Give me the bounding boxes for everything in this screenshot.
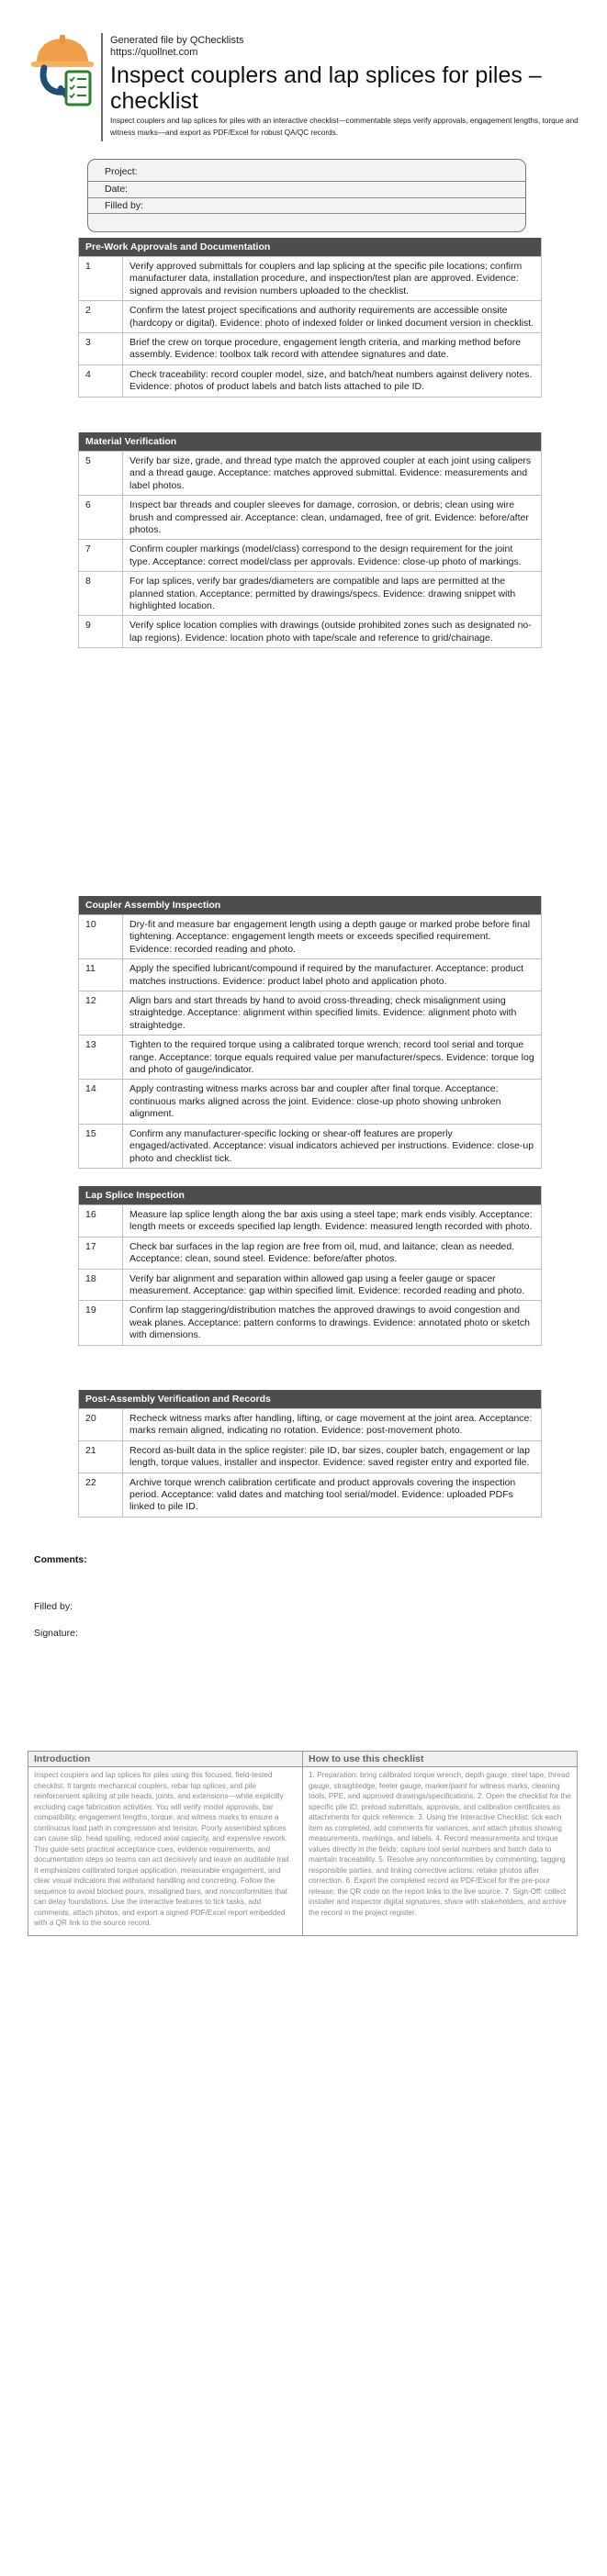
project-field[interactable]: Project: — [88, 160, 525, 182]
item-text: Verify splice location complies with drawings (outside prohibited zones such as designated no-lap regions). Evidence: location photo with tape/scale and reference to grid/chainage. — [129, 620, 532, 644]
item-number: 16 — [79, 1205, 123, 1237]
how-to-heading: How to use this checklist — [303, 1752, 577, 1767]
filled-by-signoff-field[interactable]: Filled by: — [34, 1601, 73, 1612]
item-number: 4 — [79, 365, 123, 397]
item-text: Confirm lap staggering/distribution matches the approved drawings to avoid congestion and weak planes. Acceptance: pattern conforms to drawings. Evidence: annotated photo or sketch with dimensions. — [129, 1305, 531, 1341]
checklist-row[interactable] — [79, 1035, 541, 1079]
checklist-row[interactable] — [79, 1473, 541, 1517]
item-number: 14 — [79, 1080, 123, 1123]
header-divider — [101, 33, 103, 141]
checklist-row[interactable] — [79, 300, 541, 332]
item-text: Check bar surfaces in the lap region are free from oil, mud, and laitance; clean as needed. Acceptance: clean, sound steel. Evidence: before/after photos. — [129, 1240, 515, 1265]
item-number: 21 — [79, 1441, 123, 1473]
introduction-column — [28, 1752, 303, 1935]
item-text: Inspect bar threads and coupler sleeves for damage, corrosion, or debris; clean using wire brush and compressed air. Acceptance: clean, undamaged, free of grit. Evidence: before/after photos. — [129, 499, 529, 536]
checklist-row[interactable] — [79, 364, 541, 397]
item-number: 7 — [79, 540, 123, 571]
info-table — [28, 1751, 578, 1936]
checklist-row[interactable] — [79, 332, 541, 364]
item-number: 3 — [79, 333, 123, 364]
item-number: 20 — [79, 1409, 123, 1440]
section-header: Material Verification — [79, 432, 541, 451]
section-header: Lap Splice Inspection — [79, 1186, 541, 1204]
checklist-row[interactable] — [79, 571, 541, 615]
item-number: 10 — [79, 915, 123, 958]
checklist-row[interactable] — [79, 1124, 541, 1168]
item-text: Confirm the latest project specifications and authority requirements are accessible onsite (hardcopy or digital). Evidence: photo of indexed folder or linked document version in checklist. — [129, 305, 534, 329]
section-coupler-assembly — [78, 896, 542, 1169]
item-number: 1 — [79, 257, 123, 300]
how-to-body: 1. Preparation: bring calibrated torque wrench, depth gauge, steel tape, thread gauge, straightedge, feeler gauge, marker/paint for witness marks, cleaning tools, PPE, and approved drawings/specifications. 2. Open the checklist for the specific pile ID; preload submittals, approvals, and calibration certificates as attachments for quick reference. 3. Using the Interactive Checklist: tick each item as completed, add comments for variances, and attach photos showing measurements, markings, and labels. 4. Record measurements and torque values directly in the fields; capture tool serial numbers and batch data to maintain traceability. 5. Resolve any nonconformities by commenting, tagging responsible parties, and linking corrective actions; retake photos after correction. 6. Export the completed record as PDF/Excel for the pre-pour release; the QR code on the report links to the live source. 7. Sign-Off: collect installer and inspector digital signatures, share with stakeholders, and archive the record in the project register. — [309, 1771, 571, 1917]
section-header: Post-Assembly Verification and Records — [79, 1390, 541, 1408]
checklist-row[interactable] — [79, 539, 541, 571]
checklist-row[interactable] — [79, 256, 541, 300]
item-number: 22 — [79, 1473, 123, 1517]
item-text: Brief the crew on torque procedure, engagement length criteria, and marking method before assembly. Evidence: toolbox talk record with attendee signatures and date. — [129, 337, 522, 361]
item-number: 19 — [79, 1301, 123, 1344]
item-text: Verify approved submittals for couplers and lap splicing at the specific pile locations; confirm manufacturer data, installation procedure, and inspection/test plan are approved. Evidence: signed approvals and revision numbers uploaded to the checklist. — [129, 261, 523, 297]
section-header: Pre-Work Approvals and Documentation — [79, 238, 541, 256]
checklist-row[interactable] — [79, 451, 541, 495]
how-to-column — [303, 1752, 577, 1935]
item-text: Apply the specified lubricant/compound if required by the manufacturer. Acceptance: product matches instructions. Evidence: product label photo and application photo. — [129, 963, 524, 987]
item-text: Apply contrasting witness marks across bar and coupler after final torque. Acceptance: continuous marks aligned across the joint. Evidence: close-up photo showing unbroken alignment. — [129, 1083, 501, 1120]
checklist-row[interactable] — [79, 1204, 541, 1237]
item-number: 9 — [79, 616, 123, 647]
page-subtitle: Inspect couplers and lap splices for piles with an interactive checklist—commentable steps verify approvals, engagement lengths, torque and witness marks—and export as PDF/Excel for robust QA/QC records. — [110, 117, 579, 137]
section-lap-splice — [78, 1186, 542, 1346]
item-text: Archive torque wrench calibration certificate and product approvals covering the inspection period. Acceptance: valid dates and matching tool serial/model. Evidence: uploaded PDFs linked to pile ID. — [129, 1476, 516, 1513]
checklist-row[interactable] — [79, 958, 541, 991]
checklist-row[interactable] — [79, 914, 541, 958]
item-text: For lap splices, verify bar grades/diameters are compatible and laps are permitted at the planned station. Acceptance: permitted by drawings/specs. Evidence: drawing snippet with highlighted location. — [129, 576, 516, 612]
generated-by-text: Generated file by QChecklists — [110, 35, 244, 46]
checklist-row[interactable] — [79, 1269, 541, 1301]
item-number: 15 — [79, 1125, 123, 1168]
hardhat-checklist-logo-icon — [29, 35, 97, 108]
checklist-row[interactable] — [79, 1440, 541, 1473]
source-url-link[interactable]: https://quollnet.com — [110, 47, 198, 58]
page-title: Inspect couplers and lap splices for piles – checklist — [110, 62, 542, 114]
checklist-row[interactable] — [79, 991, 541, 1035]
item-text: Confirm coupler markings (model/class) correspond to the design requirement for the joint type. Acceptance: correct model/class per approvals. Evidence: close-up photo of markings. — [129, 543, 522, 567]
introduction-heading: Introduction — [28, 1752, 302, 1767]
item-number: 17 — [79, 1238, 123, 1269]
item-number: 2 — [79, 301, 123, 332]
section-header: Coupler Assembly Inspection — [79, 896, 541, 914]
item-number: 12 — [79, 991, 123, 1035]
checklist-row[interactable] — [79, 615, 541, 647]
section-material-verification — [78, 432, 542, 648]
section-post-assembly — [78, 1390, 542, 1518]
item-text: Align bars and start threads by hand to avoid cross-threading; check misalignment using straightedge. Acceptance: alignment within specified limits. Evidence: alignment photo with straightedge. — [129, 995, 517, 1031]
date-field[interactable]: Date: — [88, 182, 525, 198]
filled-by-field[interactable]: Filled by: — [88, 198, 525, 215]
item-number: 18 — [79, 1270, 123, 1301]
item-text: Check traceability: record coupler model, size, and batch/heat numbers against delivery notes. Evidence: photos of product labels and batch lists attached to pile ID. — [129, 368, 533, 393]
checklist-row[interactable] — [79, 1300, 541, 1344]
item-text: Verify bar alignment and separation within allowed gap using a feeler gauge or spacer measurement. Acceptance: gap within specified limit. Evidence: recorded reading and photo. — [129, 1272, 525, 1297]
item-text: Dry-fit and measure bar engagement length using a depth gauge or marked probe before final tightening. Acceptance: engagement length meets or exceeds specified requirement. Evidence: recorded reading and photo. — [129, 919, 531, 955]
item-text: Confirm any manufacturer-specific locking or shear-off features are properly engaged/activated. Acceptance: visual indicators achieved per instructions. Evidence: close-up photo and checklist tick. — [129, 1127, 534, 1164]
item-text: Tighten to the required torque using a calibrated torque wrench; record tool serial and torque range. Acceptance: torque equals required value per manufacturer/specs. Evidence: torque log and photo of gauge/indicator. — [129, 1039, 534, 1076]
item-number: 8 — [79, 572, 123, 615]
item-text: Record as-built data in the splice register: pile ID, bar sizes, coupler batch, engagement or lap length, torque values, installer and inspector. Evidence: saved register entry and exported file. — [129, 1444, 530, 1469]
comments-label: Comments: — [34, 1554, 87, 1565]
item-number: 5 — [79, 452, 123, 495]
item-number: 6 — [79, 496, 123, 539]
checklist-row[interactable] — [79, 1237, 541, 1269]
signature-field[interactable]: Signature: — [34, 1628, 78, 1639]
item-text: Verify bar size, grade, and thread type match the approved coupler at each joint using calipers and a thread gauge. Acceptance: matches approved submittal. Evidence: measurements and label photos. — [129, 455, 532, 491]
checklist-row[interactable] — [79, 1408, 541, 1440]
item-number: 11 — [79, 959, 123, 991]
project-info-box — [87, 159, 526, 232]
document-header — [26, 33, 595, 141]
introduction-body: Inspect couplers and lap splices for piles using this focused, field-tested checklist. It targets mechanical couplers, rebar lap splices, and pile reinforcement splicing at pile heads, joints, and extensions—while explicitly excluding cage fabrication activities. You will verify model approvals, bar compatibility, engagement lengths, torque, and witness marks to ensure a continuous load path in compression and tension. Poorly assembled splices can cause slip, head spalling, reduced axial capacity, and expensive rework. This guide sets practical acceptance cues, evidence requirements, and documentation steps so teams can act decisively and leave an auditable trail. It emphasizes calibrated torque application, measurable engagement, and clear visual indicators that withstand handling and concreting. Follow the sequence to avoid blocked pours, misaligned bars, and nonconformities that can delay foundations. Use the interactive features to tick tasks, add comments, attach photos, and export a signed PDF/Excel report embedded with a QR link to the source record. — [34, 1771, 291, 1927]
item-number: 13 — [79, 1036, 123, 1079]
item-text: Recheck witness marks after handling, lifting, or cage movement at the joint area. Acceptance: marks remain aligned, indicating no rotation. Evidence: post-movement photo. — [129, 1413, 533, 1437]
item-text: Measure lap splice length along the bar axis using a steel tape; mark ends visibly. Acceptance: length meets or exceeds specified lap length. Evidence: measured length recorded with photo. — [129, 1209, 533, 1233]
section-pre-work-approvals — [78, 238, 542, 398]
checklist-row[interactable] — [79, 495, 541, 539]
checklist-row[interactable] — [79, 1079, 541, 1123]
